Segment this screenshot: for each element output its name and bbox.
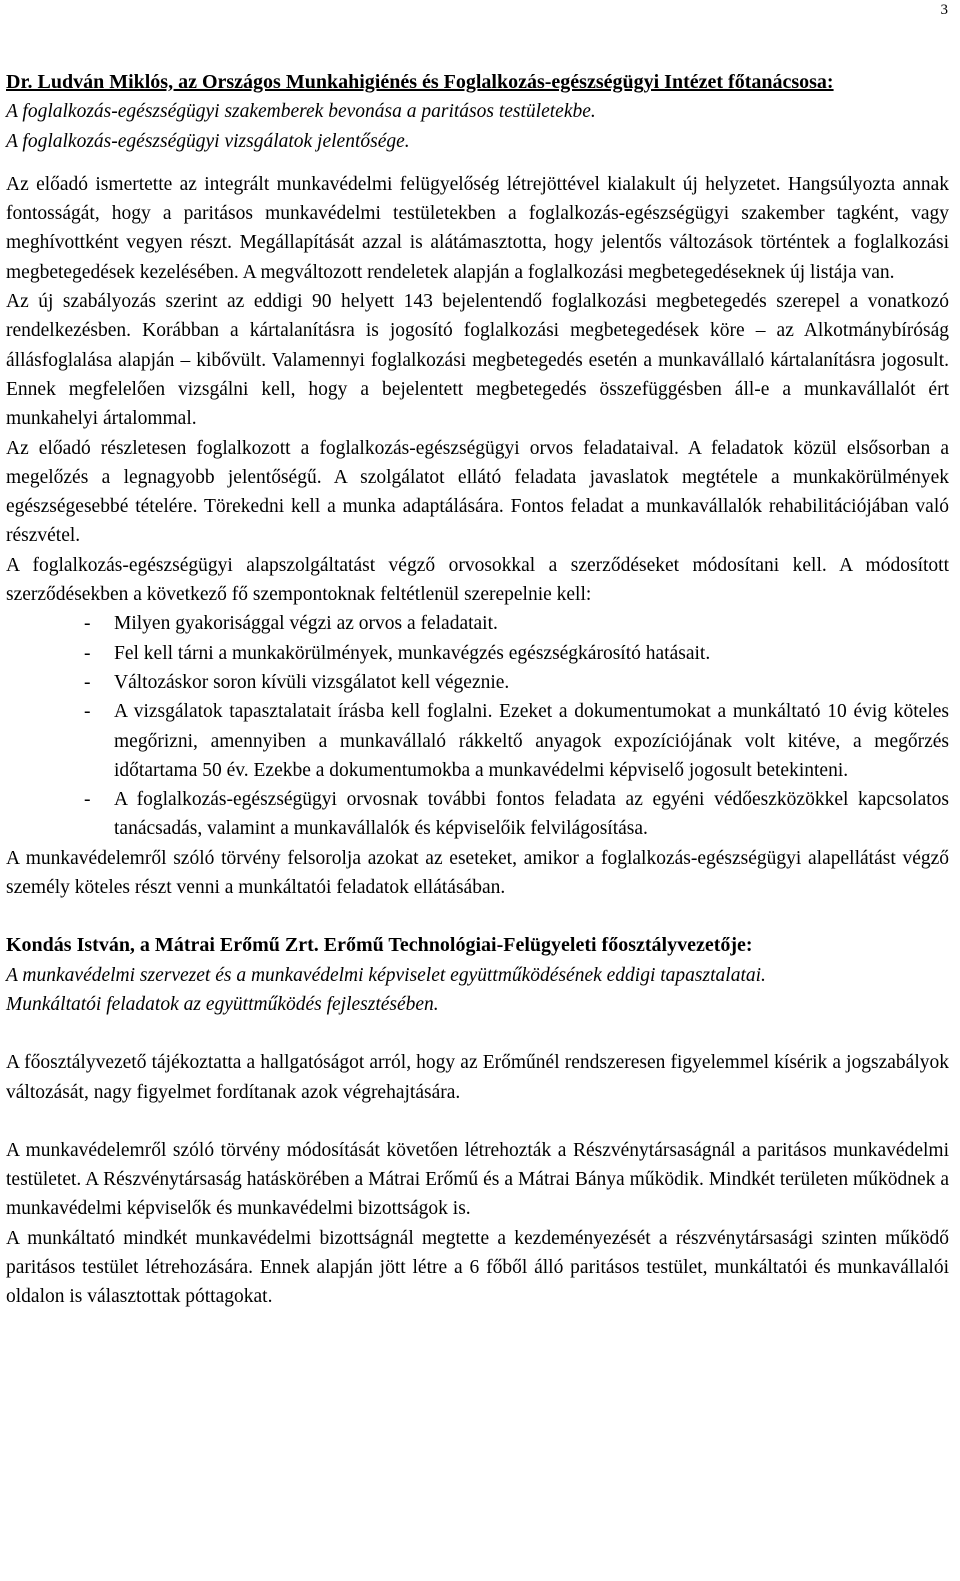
speaker1-paragraph-2: Az új szabályozás szerint az eddigi 90 helyett 143 bejelentendő foglalkozási megbetegedés szerepel a vonatkozó rendelkezésben. Korábban a kártalanításra is jogosító foglalkozási megbetegedések köre – az Alkotmánybíróság állásfoglalása alapján – kibővült. Valamennyi foglalkozási megbetegedés esetén a munkavállaló kártalanításra jogosult. Ennek megfelelően vizsgálni kell, hogy a bejelentett megbetegedés összefüggésben áll-e a munkavállalót ért munkahelyi ártalommal. <box>6 291 949 430</box>
list-item-text: A foglalkozás-egészségügyi orvosnak további fontos feladata az egyéni védőeszközökkel kapcsolatos tanácsadás, valamint a munkavállalók és képviselőik felvilágosítása. <box>114 789 949 840</box>
speaker1-section <box>6 68 949 902</box>
speaker1-paragraph-3: Az előadó részletesen foglalkozott a foglalkozás-egészségügyi orvos feladataival. A feladatok közül elsősorban a megelőzés a legnagyobb jelentőségű. A szolgálatot ellátó feladata javaslatok megtétele a munkakörülmények egészségesebbé tételére. Törekedni kell a munka adaptálására. Fontos feladat a munkavállalók rehabilitációjában való részvétel. <box>6 437 949 547</box>
page-number: 3 <box>940 2 948 18</box>
spacer <box>6 1019 949 1048</box>
list-item-text: Milyen gyakorisággal végzi az orvos a feladatait. <box>114 613 498 635</box>
speaker1-heading <box>6 68 949 97</box>
list-item-text: Változáskor soron kívüli vizsgálatot kell végeznie. <box>114 671 510 693</box>
requirements-list <box>6 609 949 843</box>
speaker1-paragraph-1: Az előadó ismertette az integrált munkavédelmi felügyelőség létrejöttével kialakult új helyzetet. Hangsúlyozta annak fontosságát, hogy a paritásos munkavédelmi testületekben a foglalkozás-egészségügyi szakember tagként, vagy meghívottként vegyen részt. Megállapítását azzal is alátámasztotta, hogy jelentős változások történtek a foglalkozási megbetegedések kezelésében. A megváltozott rendeletek alapján a foglalkozási megbetegedéseknek új listája van. <box>6 173 949 283</box>
spacer <box>6 902 949 931</box>
speaker1-name: Dr. Ludván Miklós, az Országos Munkahigiénés és Foglalkozás-egészségügyi Intézet főtanácsosa: <box>6 71 834 93</box>
speaker2-heading: Kondás István, a Mátrai Erőmű Zrt. Erőmű Technológiai-Felügyeleti főosztályvezetője: <box>6 934 753 957</box>
speaker2-paragraph-2: A munkavédelemről szóló törvény módosítását követően létrehozták a Részvénytársaságnál a paritásos munkavédelmi testületet. A Részvénytársaság hatáskörében a Mátrai Erőmű és a Mátrai Bánya működik. Mindkét területen működnek a munkavédelmi képviselők és munkavédelmi bizottságok is. <box>6 1139 949 1220</box>
speaker2-topic-2: Munkáltatói feladatok az együttműködés fejlesztésében. <box>6 993 439 1015</box>
list-item-text: A vizsgálatok tapasztalatait írásba kell foglalni. Ezeket a dokumentumokat a munkáltató 10 évig köteles megőrizni, amennyiben a munkavállaló rákkeltő anyagok expozíciójának volt kitéve, a megőrzés időtartama 50 év. Ezekbe a dokumentumokba a munkavédelmi képviselő jogosult betekinteni. <box>114 701 949 781</box>
document-body <box>6 68 949 1312</box>
speaker1-paragraph-5: A munkavédelemről szóló törvény felsorolja azokat az eseteket, amikor a foglalkozás-egészségügyi alapellátást végző személy köteles részt venni a munkáltatói feladatok ellátásában. <box>6 847 949 899</box>
list-dash: - <box>84 671 91 693</box>
list-item <box>6 639 949 668</box>
list-item <box>6 785 949 844</box>
list-dash: - <box>84 613 91 635</box>
list-item <box>6 668 949 697</box>
list-item <box>6 609 949 638</box>
list-item <box>6 697 949 785</box>
speaker1-topic-1: A foglalkozás-egészségügyi szakemberek bevonása a paritásos testületekbe. <box>6 101 596 123</box>
speaker2-paragraph-3: A munkáltató mindkét munkavédelmi bizottságnál megtette a kezdeményezését a részvénytársasági szinten működő paritásos testület létrehozására. Ennek alapján jött létre a 6 főből álló paritásos testület, munkáltatói és munkavállalói oldalon is választottak póttagokat. <box>6 1227 949 1308</box>
speaker1-paragraph-4: A foglalkozás-egészségügyi alapszolgáltatást végző orvosokkal a szerződéseket módosítani kell. A módosított szerződésekben a következő fő szempontoknak feltétlenül szerepelnie kell: <box>6 554 949 606</box>
spacer <box>6 1107 949 1136</box>
speaker1-topic-2: A foglalkozás-egészségügyi vizsgálatok jelentősége. <box>6 130 410 152</box>
list-item-text: Fel kell tárni a munkakörülmények, munkavégzés egészségkárosító hatásait. <box>114 642 711 664</box>
spacer <box>6 156 949 170</box>
list-dash: - <box>84 642 91 664</box>
speaker2-section <box>6 931 949 1311</box>
speaker2-topic-1: A munkavédelmi szervezet és a munkavédelmi képviselet együttműködésének eddigi tapasztalatai. <box>6 964 766 986</box>
list-dash: - <box>84 789 91 811</box>
list-dash: - <box>84 701 91 723</box>
speaker2-paragraph-1: A főosztályvezető tájékoztatta a hallgatóságot arról, hogy az Erőműnél rendszeresen figyelemmel kísérik a jogszabályok változását, nagy figyelmet fordítanak azok végrehajtására. <box>6 1052 949 1103</box>
